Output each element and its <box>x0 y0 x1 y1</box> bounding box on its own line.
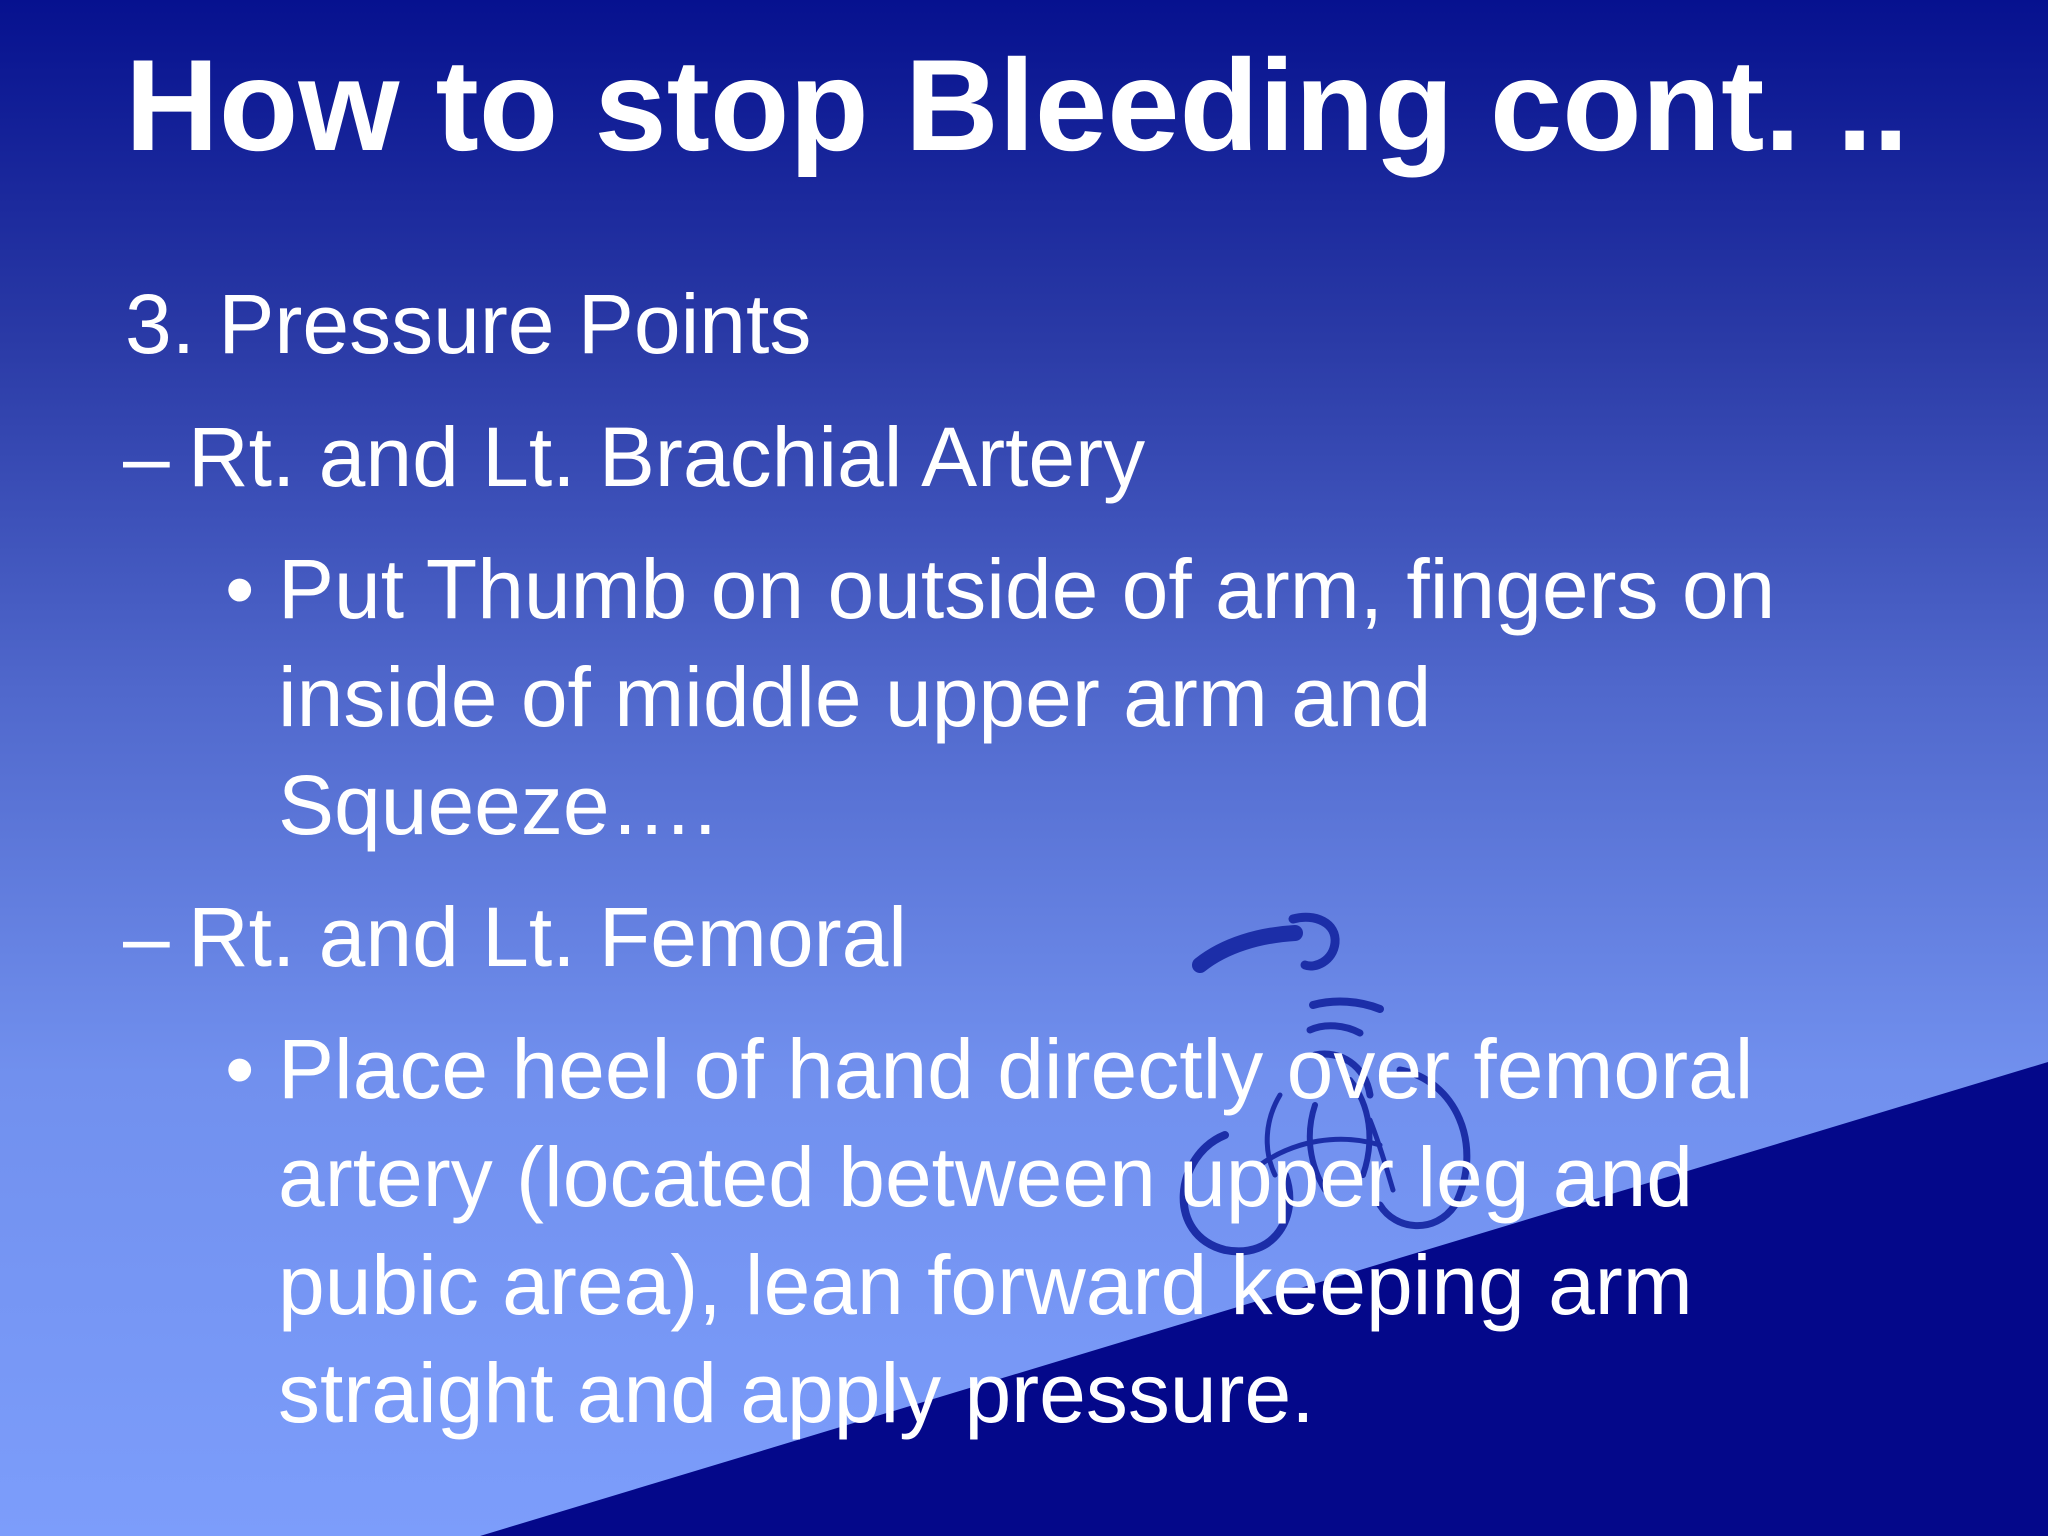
bullet-marker: • <box>225 542 255 636</box>
bullet-text-line: artery (located between upper leg and <box>278 1130 1693 1224</box>
bullet-text-line: Squeeze…. <box>278 758 717 852</box>
bullet-text-line: straight and apply pressure. <box>278 1346 1315 1440</box>
bullet-text-line: inside of middle upper arm and <box>278 650 1432 744</box>
bullet-text-line: Place heel of hand directly over femoral <box>278 1022 1754 1116</box>
bullet-text-line: Put Thumb on outside of arm, fingers on <box>278 542 1776 636</box>
dash-marker: – <box>123 410 170 504</box>
bullet-text-line: pubic area), lean forward keeping arm <box>278 1238 1693 1332</box>
subsection-label-femoral: Rt. and Lt. Femoral <box>188 890 907 984</box>
dash-marker: – <box>123 890 170 984</box>
bullet-marker: • <box>225 1022 255 1116</box>
section-heading: 3. Pressure Points <box>125 277 812 371</box>
slide-title: How to stop Bleeding cont. .. <box>125 32 1909 178</box>
subsection-label-brachial: Rt. and Lt. Brachial Artery <box>188 410 1146 504</box>
